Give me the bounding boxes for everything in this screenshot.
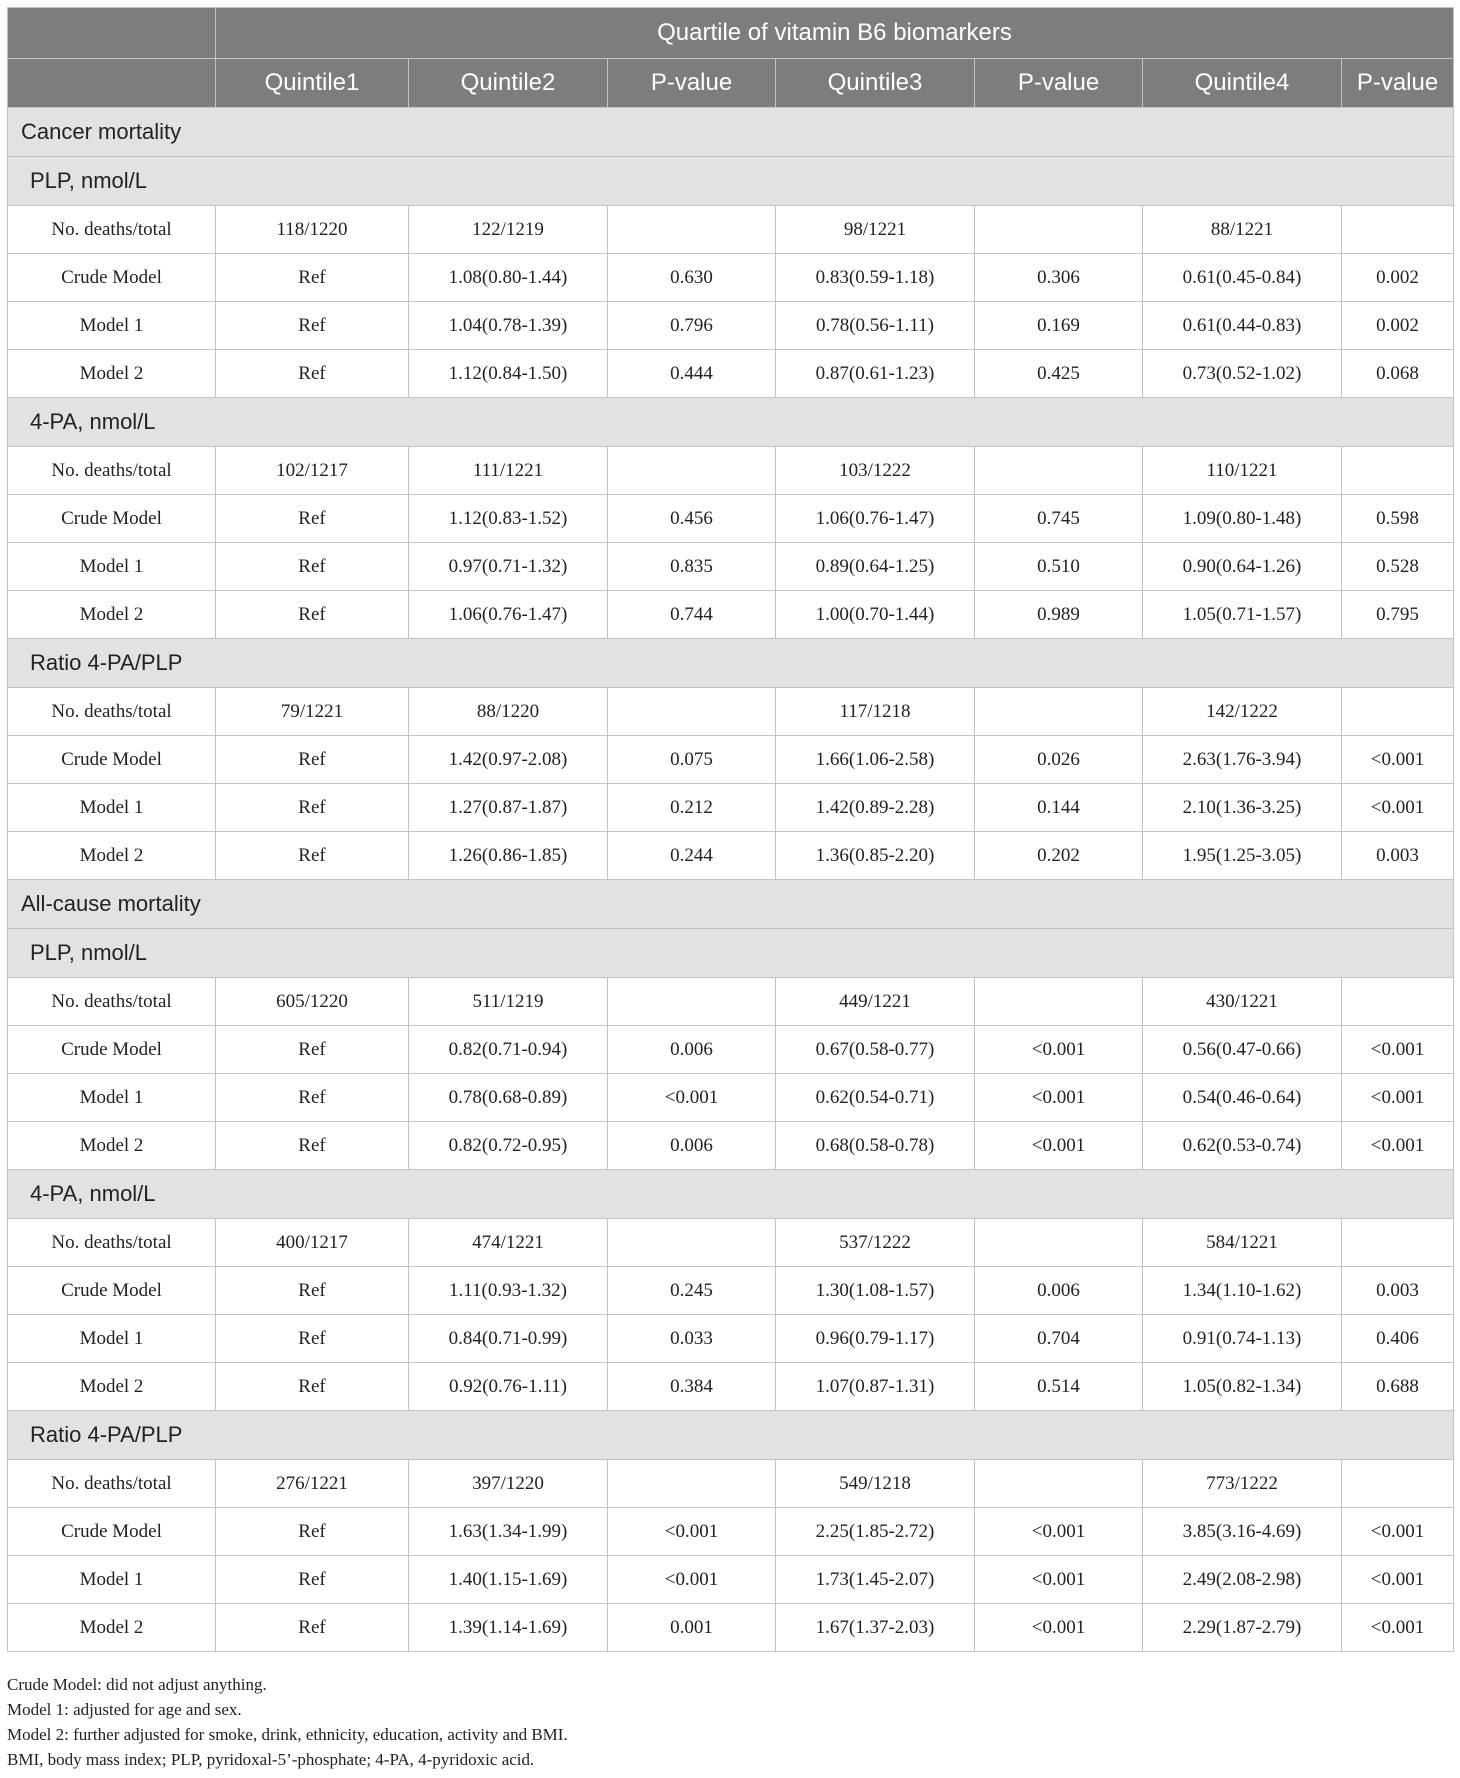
table-cell: 773/1222	[1143, 1460, 1342, 1508]
table-cell	[1342, 978, 1454, 1026]
table-cell: 0.006	[608, 1026, 776, 1074]
table-row	[8, 978, 1454, 1026]
table-cell: 2.25(1.85-2.72)	[776, 1508, 975, 1556]
table-cell: 0.510	[975, 543, 1143, 591]
table-cell: 1.00(0.70-1.44)	[776, 591, 975, 639]
subsection-title: 4-PA, nmol/L	[8, 398, 1454, 447]
table-row	[8, 447, 1454, 495]
table-cell	[975, 978, 1143, 1026]
table-cell: <0.001	[1342, 1508, 1454, 1556]
row-label: Model 2	[8, 350, 216, 398]
row-label: No. deaths/total	[8, 1460, 216, 1508]
header-corner-cell	[8, 59, 216, 108]
table-cell: 117/1218	[776, 688, 975, 736]
table-cell: 118/1220	[216, 206, 409, 254]
table-row	[8, 591, 1454, 639]
table-cell: Ref	[216, 1508, 409, 1556]
table-cell: 0.384	[608, 1363, 776, 1411]
table-cell: 1.66(1.06-2.58)	[776, 736, 975, 784]
table-cell: 0.003	[1342, 1267, 1454, 1315]
table-cell: 537/1222	[776, 1219, 975, 1267]
table-cell: Ref	[216, 832, 409, 880]
table-cell: Ref	[216, 1267, 409, 1315]
table-cell: <0.001	[1342, 1604, 1454, 1652]
table-cell: 0.006	[608, 1122, 776, 1170]
table-cell: 0.92(0.76-1.11)	[409, 1363, 608, 1411]
table-row	[8, 832, 1454, 880]
row-label: Model 1	[8, 1074, 216, 1122]
table-cell	[1342, 206, 1454, 254]
table-cell: 0.425	[975, 350, 1143, 398]
table-cell: <0.001	[975, 1122, 1143, 1170]
subsection-row	[8, 639, 1454, 688]
table-cell	[975, 1460, 1143, 1508]
table-cell: 1.42(0.89-2.28)	[776, 784, 975, 832]
section-row	[8, 880, 1454, 929]
table-cell: 122/1219	[409, 206, 608, 254]
row-label: Model 2	[8, 832, 216, 880]
table-cell: 1.73(1.45-2.07)	[776, 1556, 975, 1604]
table-row	[8, 1315, 1454, 1363]
row-label: Model 2	[8, 591, 216, 639]
table-cell: 0.61(0.45-0.84)	[1143, 254, 1342, 302]
table-cell: 276/1221	[216, 1460, 409, 1508]
row-label: No. deaths/total	[8, 1219, 216, 1267]
table-row	[8, 1267, 1454, 1315]
table-row	[8, 736, 1454, 784]
table-row	[8, 1026, 1454, 1074]
row-label: Crude Model	[8, 495, 216, 543]
header-columns-row	[8, 59, 1454, 108]
table-cell: 0.56(0.47-0.66)	[1143, 1026, 1342, 1074]
table-cell	[975, 688, 1143, 736]
subsection-title: Ratio 4-PA/PLP	[8, 639, 1454, 688]
table-row	[8, 1508, 1454, 1556]
subsection-row	[8, 1170, 1454, 1219]
table-cell: 1.06(0.76-1.47)	[776, 495, 975, 543]
table-cell: 0.001	[608, 1604, 776, 1652]
table-cell: <0.001	[975, 1508, 1143, 1556]
table-cell: 0.91(0.74-1.13)	[1143, 1315, 1342, 1363]
table-row	[8, 1122, 1454, 1170]
table-cell: 1.42(0.97-2.08)	[409, 736, 608, 784]
table-cell	[975, 206, 1143, 254]
column-header: P-value	[608, 59, 776, 108]
column-header: Quintile4	[1143, 59, 1342, 108]
table-cell: 1.36(0.85-2.20)	[776, 832, 975, 880]
row-label: Crude Model	[8, 1508, 216, 1556]
table-cell: 1.67(1.37-2.03)	[776, 1604, 975, 1652]
table-row	[8, 495, 1454, 543]
table-cell: 0.202	[975, 832, 1143, 880]
table-row	[8, 1363, 1454, 1411]
table-cell: 0.835	[608, 543, 776, 591]
table-cell: 0.075	[608, 736, 776, 784]
table-cell	[975, 1219, 1143, 1267]
row-label: No. deaths/total	[8, 978, 216, 1026]
table-row	[8, 254, 1454, 302]
table-cell	[1342, 1219, 1454, 1267]
table-cell: 2.29(1.87-2.79)	[1143, 1604, 1342, 1652]
header-corner-cell	[8, 8, 216, 59]
row-label: Crude Model	[8, 736, 216, 784]
table-row	[8, 350, 1454, 398]
table-cell: 0.989	[975, 591, 1143, 639]
table-cell: Ref	[216, 736, 409, 784]
section-title: All-cause mortality	[8, 880, 1454, 929]
table-cell: 1.09(0.80-1.48)	[1143, 495, 1342, 543]
table-cell: 142/1222	[1143, 688, 1342, 736]
table-cell: 102/1217	[216, 447, 409, 495]
table-cell	[608, 206, 776, 254]
header-group-title: Quartile of vitamin B6 biomarkers	[216, 8, 1454, 59]
table-cell: 1.27(0.87-1.87)	[409, 784, 608, 832]
results-table	[7, 7, 1454, 1652]
table-cell: 1.39(1.14-1.69)	[409, 1604, 608, 1652]
table-cell: 0.002	[1342, 254, 1454, 302]
table-cell: <0.001	[975, 1604, 1143, 1652]
row-label: No. deaths/total	[8, 206, 216, 254]
table-cell: 0.795	[1342, 591, 1454, 639]
table-cell: 0.54(0.46-0.64)	[1143, 1074, 1342, 1122]
table-cell: <0.001	[608, 1074, 776, 1122]
column-header: P-value	[975, 59, 1143, 108]
row-label: No. deaths/total	[8, 688, 216, 736]
table-cell	[1342, 1460, 1454, 1508]
subsection-row	[8, 1411, 1454, 1460]
table-cell: <0.001	[1342, 784, 1454, 832]
table-cell: 1.63(1.34-1.99)	[409, 1508, 608, 1556]
table-cell: 0.006	[975, 1267, 1143, 1315]
row-label: Model 2	[8, 1363, 216, 1411]
table-cell: 0.528	[1342, 543, 1454, 591]
table-header	[8, 8, 1454, 108]
table-row	[8, 543, 1454, 591]
column-header: Quintile1	[216, 59, 409, 108]
table-cell: 1.40(1.15-1.69)	[409, 1556, 608, 1604]
column-header: P-value	[1342, 59, 1454, 108]
table-cell: 0.245	[608, 1267, 776, 1315]
table-cell: 103/1222	[776, 447, 975, 495]
table-cell: 0.704	[975, 1315, 1143, 1363]
table-cell: 397/1220	[409, 1460, 608, 1508]
table-cell: 0.598	[1342, 495, 1454, 543]
subsection-title: PLP, nmol/L	[8, 157, 1454, 206]
table-footnotes	[7, 1672, 568, 1772]
table-cell: 1.05(0.82-1.34)	[1143, 1363, 1342, 1411]
table-cell: Ref	[216, 1026, 409, 1074]
table-cell: 0.406	[1342, 1315, 1454, 1363]
table-cell: 1.11(0.93-1.32)	[409, 1267, 608, 1315]
table-cell: 0.89(0.64-1.25)	[776, 543, 975, 591]
section-title: Cancer mortality	[8, 108, 1454, 157]
table-cell: Ref	[216, 1556, 409, 1604]
table-cell: 1.05(0.71-1.57)	[1143, 591, 1342, 639]
section-row	[8, 108, 1454, 157]
table-cell: 0.033	[608, 1315, 776, 1363]
table-cell: 3.85(3.16-4.69)	[1143, 1508, 1342, 1556]
table-cell: 0.96(0.79-1.17)	[776, 1315, 975, 1363]
table-cell: Ref	[216, 1315, 409, 1363]
table-cell: 0.97(0.71-1.32)	[409, 543, 608, 591]
table-cell: 79/1221	[216, 688, 409, 736]
results-table-container	[7, 7, 1453, 1652]
subsection-row	[8, 398, 1454, 447]
table-cell: Ref	[216, 784, 409, 832]
table-row	[8, 206, 1454, 254]
table-cell: Ref	[216, 1074, 409, 1122]
table-cell	[608, 1219, 776, 1267]
table-cell: 0.212	[608, 784, 776, 832]
table-cell: <0.001	[608, 1556, 776, 1604]
table-cell	[608, 688, 776, 736]
table-cell: 0.244	[608, 832, 776, 880]
table-cell: 0.87(0.61-1.23)	[776, 350, 975, 398]
table-cell: 0.744	[608, 591, 776, 639]
row-label: Crude Model	[8, 1026, 216, 1074]
table-cell: 0.306	[975, 254, 1143, 302]
row-label: Model 1	[8, 543, 216, 591]
table-cell: <0.001	[1342, 1074, 1454, 1122]
table-cell: Ref	[216, 1363, 409, 1411]
table-cell: 111/1221	[409, 447, 608, 495]
table-cell: 88/1220	[409, 688, 608, 736]
table-cell: 0.003	[1342, 832, 1454, 880]
table-cell: 0.67(0.58-0.77)	[776, 1026, 975, 1074]
row-label: Crude Model	[8, 1267, 216, 1315]
table-cell: 0.002	[1342, 302, 1454, 350]
table-cell: 0.068	[1342, 350, 1454, 398]
table-cell: 110/1221	[1143, 447, 1342, 495]
table-cell: 0.73(0.52-1.02)	[1143, 350, 1342, 398]
table-cell: 1.30(1.08-1.57)	[776, 1267, 975, 1315]
table-cell: 0.514	[975, 1363, 1143, 1411]
table-row	[8, 1604, 1454, 1652]
table-cell: <0.001	[1342, 736, 1454, 784]
table-cell: 0.90(0.64-1.26)	[1143, 543, 1342, 591]
table-cell: Ref	[216, 495, 409, 543]
table-row	[8, 784, 1454, 832]
table-cell: <0.001	[975, 1026, 1143, 1074]
table-row	[8, 1556, 1454, 1604]
table-cell: 0.026	[975, 736, 1143, 784]
table-cell: 0.745	[975, 495, 1143, 543]
table-cell: 0.169	[975, 302, 1143, 350]
table-cell: 1.26(0.86-1.85)	[409, 832, 608, 880]
table-cell: <0.001	[975, 1074, 1143, 1122]
footnote: Crude Model: did not adjust anything.	[7, 1675, 267, 1694]
table-row	[8, 1460, 1454, 1508]
table-body	[8, 108, 1454, 1652]
table-cell: Ref	[216, 302, 409, 350]
table-cell: 549/1218	[776, 1460, 975, 1508]
table-cell: 0.82(0.72-0.95)	[409, 1122, 608, 1170]
table-cell: 0.84(0.71-0.99)	[409, 1315, 608, 1363]
table-cell: 474/1221	[409, 1219, 608, 1267]
table-cell: 1.04(0.78-1.39)	[409, 302, 608, 350]
subsection-title: 4-PA, nmol/L	[8, 1170, 1454, 1219]
table-cell: Ref	[216, 591, 409, 639]
table-cell: 1.12(0.83-1.52)	[409, 495, 608, 543]
column-header: Quintile2	[409, 59, 608, 108]
table-cell: 2.63(1.76-3.94)	[1143, 736, 1342, 784]
table-cell: 0.62(0.54-0.71)	[776, 1074, 975, 1122]
row-label: Model 1	[8, 1556, 216, 1604]
table-cell: 0.61(0.44-0.83)	[1143, 302, 1342, 350]
table-cell: 88/1221	[1143, 206, 1342, 254]
table-cell: 449/1221	[776, 978, 975, 1026]
table-cell: 0.78(0.56-1.11)	[776, 302, 975, 350]
row-label: Crude Model	[8, 254, 216, 302]
table-cell: 400/1217	[216, 1219, 409, 1267]
footnote: BMI, body mass index; PLP, pyridoxal-5’-phosphate; 4-PA, 4-pyridoxic acid.	[7, 1750, 535, 1769]
table-cell: 0.688	[1342, 1363, 1454, 1411]
table-cell: 584/1221	[1143, 1219, 1342, 1267]
table-cell: 98/1221	[776, 206, 975, 254]
header-group-row	[8, 8, 1454, 59]
footnote: Model 1: adjusted for age and sex.	[7, 1700, 242, 1719]
table-cell: 1.12(0.84-1.50)	[409, 350, 608, 398]
table-cell: 1.07(0.87-1.31)	[776, 1363, 975, 1411]
table-cell: 430/1221	[1143, 978, 1342, 1026]
table-cell	[1342, 688, 1454, 736]
table-cell: 2.49(2.08-2.98)	[1143, 1556, 1342, 1604]
table-row	[8, 302, 1454, 350]
table-cell: 0.83(0.59-1.18)	[776, 254, 975, 302]
row-label: Model 1	[8, 784, 216, 832]
table-cell	[608, 978, 776, 1026]
subsection-title: PLP, nmol/L	[8, 929, 1454, 978]
table-cell: 0.78(0.68-0.89)	[409, 1074, 608, 1122]
table-cell: <0.001	[1342, 1122, 1454, 1170]
footnote: Model 2: further adjusted for smoke, drink, ethnicity, education, activity and BMI.	[7, 1725, 568, 1744]
row-label: No. deaths/total	[8, 447, 216, 495]
table-cell: Ref	[216, 543, 409, 591]
table-cell: 0.68(0.58-0.78)	[776, 1122, 975, 1170]
table-cell: 1.95(1.25-3.05)	[1143, 832, 1342, 880]
table-cell: Ref	[216, 1604, 409, 1652]
table-cell	[1342, 447, 1454, 495]
column-header: Quintile3	[776, 59, 975, 108]
table-cell: Ref	[216, 254, 409, 302]
table-cell: 0.144	[975, 784, 1143, 832]
table-cell	[975, 447, 1143, 495]
table-cell	[608, 447, 776, 495]
table-cell: <0.001	[1342, 1556, 1454, 1604]
table-cell: 0.82(0.71-0.94)	[409, 1026, 608, 1074]
table-row	[8, 688, 1454, 736]
table-cell: Ref	[216, 1122, 409, 1170]
table-cell: 0.62(0.53-0.74)	[1143, 1122, 1342, 1170]
table-cell	[608, 1460, 776, 1508]
table-row	[8, 1219, 1454, 1267]
subsection-title: Ratio 4-PA/PLP	[8, 1411, 1454, 1460]
row-label: Model 2	[8, 1604, 216, 1652]
subsection-row	[8, 157, 1454, 206]
table-cell: <0.001	[608, 1508, 776, 1556]
table-cell: 1.34(1.10-1.62)	[1143, 1267, 1342, 1315]
table-cell: 605/1220	[216, 978, 409, 1026]
table-cell: Ref	[216, 350, 409, 398]
row-label: Model 2	[8, 1122, 216, 1170]
table-cell: <0.001	[975, 1556, 1143, 1604]
table-cell: 0.796	[608, 302, 776, 350]
table-cell: 0.444	[608, 350, 776, 398]
row-label: Model 1	[8, 302, 216, 350]
table-cell: 2.10(1.36-3.25)	[1143, 784, 1342, 832]
table-cell: 1.08(0.80-1.44)	[409, 254, 608, 302]
table-cell: 511/1219	[409, 978, 608, 1026]
table-cell: 1.06(0.76-1.47)	[409, 591, 608, 639]
subsection-row	[8, 929, 1454, 978]
table-cell: <0.001	[1342, 1026, 1454, 1074]
table-cell: 0.630	[608, 254, 776, 302]
row-label: Model 1	[8, 1315, 216, 1363]
table-row	[8, 1074, 1454, 1122]
table-cell: 0.456	[608, 495, 776, 543]
